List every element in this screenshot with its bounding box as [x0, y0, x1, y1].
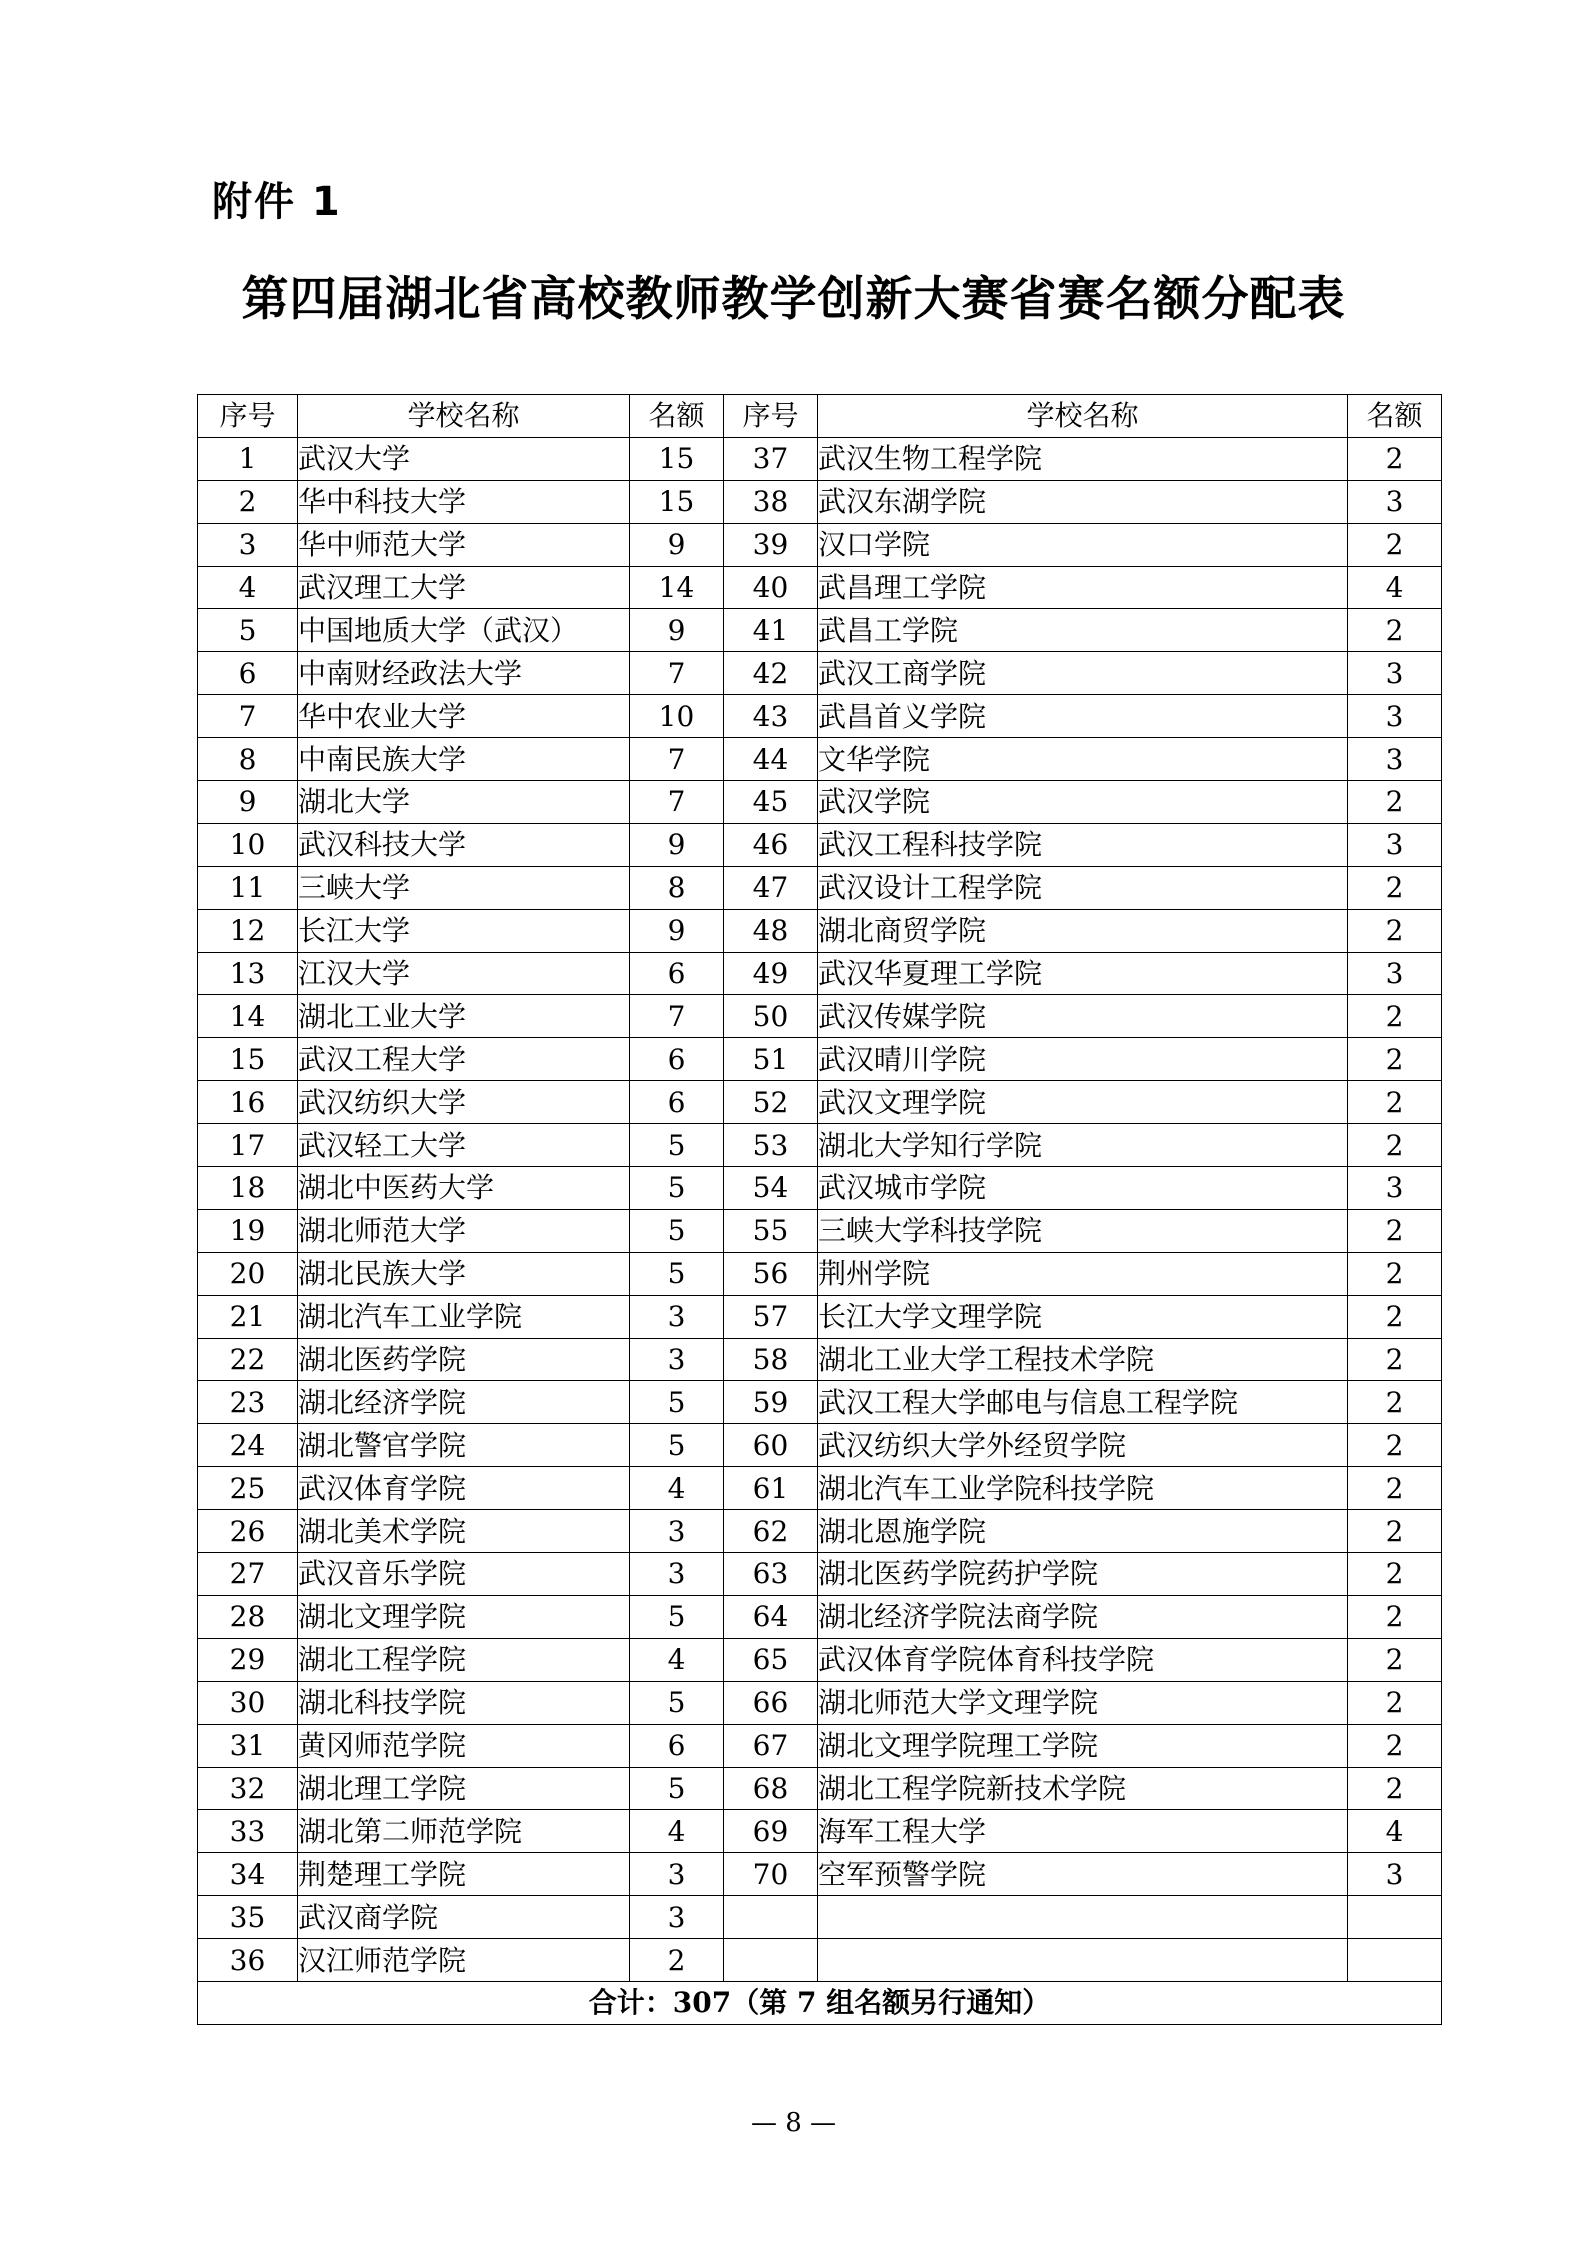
cell-quota: 5: [630, 1681, 724, 1724]
cell-quota: 4: [630, 1638, 724, 1681]
cell-quota: 2: [1348, 1381, 1442, 1424]
cell-quota: 3: [1348, 952, 1442, 995]
cell-no: 23: [198, 1381, 298, 1424]
table-row: [198, 909, 1442, 952]
header-quota: 名额: [1348, 395, 1442, 438]
cell-school: 中南民族大学: [298, 738, 630, 781]
table-row: [198, 1724, 1442, 1767]
cell-quota: 15: [630, 437, 724, 480]
table-row: [198, 952, 1442, 995]
cell-quota: 2: [1348, 1424, 1442, 1467]
cell-quota: 2: [1348, 1209, 1442, 1252]
cell-quota: 2: [1348, 1724, 1442, 1767]
cell-quota: 9: [630, 909, 724, 952]
cell-school: 武昌工学院: [818, 609, 1348, 652]
cell-quota: 2: [1348, 1595, 1442, 1638]
table-row: [198, 1681, 1442, 1724]
cell-no: 52: [724, 1081, 818, 1124]
table-row: [198, 1853, 1442, 1896]
cell-quota: 3: [1348, 695, 1442, 738]
cell-quota: 14: [630, 566, 724, 609]
cell-quota: 5: [630, 1595, 724, 1638]
cell-school: 华中农业大学: [298, 695, 630, 738]
table-row: [198, 823, 1442, 866]
table-row: [198, 1553, 1442, 1596]
cell-school: 武汉体育学院体育科技学院: [818, 1638, 1348, 1681]
cell-school: 湖北师范大学文理学院: [818, 1681, 1348, 1724]
cell-no: 25: [198, 1467, 298, 1510]
cell-quota: 3: [1348, 738, 1442, 781]
cell-no: 60: [724, 1424, 818, 1467]
total-row: [198, 1981, 1442, 2024]
cell-school: 武汉商学院: [298, 1896, 630, 1939]
table-header-row: [198, 395, 1442, 438]
cell-school: 湖北商贸学院: [818, 909, 1348, 952]
table-row: [198, 738, 1442, 781]
cell-school: 武汉理工大学: [298, 566, 630, 609]
table-row: [198, 1638, 1442, 1681]
cell-quota: 3: [630, 1853, 724, 1896]
cell-no: 24: [198, 1424, 298, 1467]
cell-no: 15: [198, 1038, 298, 1081]
table-row: [198, 480, 1442, 523]
cell-school: 湖北经济学院: [298, 1381, 630, 1424]
cell-school: 武汉工程科技学院: [818, 823, 1348, 866]
page-title: 第四届湖北省高校教师教学创新大赛省赛名额分配表: [241, 272, 1346, 327]
table-row: [198, 866, 1442, 909]
cell-quota: 2: [1348, 1767, 1442, 1810]
cell-no: 26: [198, 1510, 298, 1553]
cell-school: 湖北大学: [298, 781, 630, 824]
cell-no: 59: [724, 1381, 818, 1424]
cell-quota: 2: [1348, 1252, 1442, 1295]
cell-school: 荆楚理工学院: [298, 1853, 630, 1896]
cell-school: 武汉晴川学院: [818, 1038, 1348, 1081]
cell-school: 湖北民族大学: [298, 1252, 630, 1295]
cell-no: 13: [198, 952, 298, 995]
cell-no: 64: [724, 1595, 818, 1638]
cell-no: 27: [198, 1553, 298, 1596]
cell-school: 华中师范大学: [298, 523, 630, 566]
cell-school: 湖北工程学院: [298, 1638, 630, 1681]
cell-quota: 9: [630, 609, 724, 652]
cell-school: 三峡大学: [298, 866, 630, 909]
cell-no: 50: [724, 995, 818, 1038]
cell-school: 文华学院: [818, 738, 1348, 781]
cell-quota: 6: [630, 952, 724, 995]
cell-no: 6: [198, 652, 298, 695]
table-row: [198, 1381, 1442, 1424]
cell-quota: 7: [630, 781, 724, 824]
cell-school: 武汉纺织大学外经贸学院: [818, 1424, 1348, 1467]
cell-school: 长江大学文理学院: [818, 1295, 1348, 1338]
table-row: [198, 1081, 1442, 1124]
cell-no: [724, 1896, 818, 1939]
cell-no: 22: [198, 1338, 298, 1381]
cell-quota: 4: [1348, 1810, 1442, 1853]
cell-quota: 9: [630, 523, 724, 566]
cell-no: 38: [724, 480, 818, 523]
cell-no: 41: [724, 609, 818, 652]
cell-school: 武汉轻工大学: [298, 1124, 630, 1167]
cell-no: 46: [724, 823, 818, 866]
cell-quota: 5: [630, 1424, 724, 1467]
cell-no: 28: [198, 1595, 298, 1638]
cell-no: 30: [198, 1681, 298, 1724]
table-row: [198, 1338, 1442, 1381]
cell-school: 湖北大学知行学院: [818, 1124, 1348, 1167]
cell-quota: 2: [1348, 1553, 1442, 1596]
cell-no: 54: [724, 1167, 818, 1210]
cell-quota: 2: [1348, 1038, 1442, 1081]
cell-school: 江汉大学: [298, 952, 630, 995]
cell-no: 14: [198, 995, 298, 1038]
cell-no: 12: [198, 909, 298, 952]
cell-school: 武汉体育学院: [298, 1467, 630, 1510]
cell-no: 9: [198, 781, 298, 824]
table-row: [198, 566, 1442, 609]
cell-school: 湖北美术学院: [298, 1510, 630, 1553]
cell-school: 武汉华夏理工学院: [818, 952, 1348, 995]
cell-school: 武汉传媒学院: [818, 995, 1348, 1038]
cell-no: 31: [198, 1724, 298, 1767]
cell-quota: 2: [1348, 1124, 1442, 1167]
cell-no: 70: [724, 1853, 818, 1896]
cell-no: 19: [198, 1209, 298, 1252]
table-row: [198, 1424, 1442, 1467]
cell-quota: 3: [630, 1896, 724, 1939]
cell-no: 33: [198, 1810, 298, 1853]
cell-school: 武汉生物工程学院: [818, 437, 1348, 480]
cell-quota: 10: [630, 695, 724, 738]
cell-quota: 5: [630, 1767, 724, 1810]
cell-no: 49: [724, 952, 818, 995]
table-row: [198, 1252, 1442, 1295]
cell-school: 武汉科技大学: [298, 823, 630, 866]
cell-no: 1: [198, 437, 298, 480]
cell-quota: 9: [630, 823, 724, 866]
table-row: [198, 1467, 1442, 1510]
cell-school: 黄冈师范学院: [298, 1724, 630, 1767]
cell-quota: 3: [630, 1295, 724, 1338]
cell-quota: [1348, 1939, 1442, 1982]
cell-no: 45: [724, 781, 818, 824]
cell-quota: 3: [1348, 1167, 1442, 1210]
cell-school: 汉口学院: [818, 523, 1348, 566]
cell-school: 武汉纺织大学: [298, 1081, 630, 1124]
cell-no: 48: [724, 909, 818, 952]
cell-no: 47: [724, 866, 818, 909]
cell-quota: 2: [1348, 1510, 1442, 1553]
cell-quota: 2: [1348, 1681, 1442, 1724]
cell-no: 11: [198, 866, 298, 909]
total-cell: 合计：307（第 7 组名额另行通知）: [198, 1981, 1442, 2024]
cell-no: 44: [724, 738, 818, 781]
cell-school: 湖北中医药大学: [298, 1167, 630, 1210]
cell-quota: 3: [630, 1553, 724, 1596]
cell-no: 57: [724, 1295, 818, 1338]
cell-school: 湖北科技学院: [298, 1681, 630, 1724]
cell-school: 武汉城市学院: [818, 1167, 1348, 1210]
cell-school: 武汉大学: [298, 437, 630, 480]
cell-quota: 5: [630, 1252, 724, 1295]
cell-no: 40: [724, 566, 818, 609]
cell-no: 63: [724, 1553, 818, 1596]
table-row: [198, 1896, 1442, 1939]
cell-no: 67: [724, 1724, 818, 1767]
cell-quota: 3: [1348, 652, 1442, 695]
table-row: [198, 1167, 1442, 1210]
cell-quota: 2: [1348, 1638, 1442, 1681]
attachment-label: 附件 1: [212, 179, 342, 225]
cell-school: 湖北经济学院法商学院: [818, 1595, 1348, 1638]
cell-quota: 5: [630, 1124, 724, 1167]
cell-school: 三峡大学科技学院: [818, 1209, 1348, 1252]
header-school: 学校名称: [818, 395, 1348, 438]
cell-quota: 2: [1348, 909, 1442, 952]
cell-no: 69: [724, 1810, 818, 1853]
cell-school: [818, 1939, 1348, 1982]
cell-school: 武汉学院: [818, 781, 1348, 824]
cell-no: 58: [724, 1338, 818, 1381]
table-row: [198, 437, 1442, 480]
cell-quota: 6: [630, 1081, 724, 1124]
cell-no: 36: [198, 1939, 298, 1982]
table-row: [198, 1038, 1442, 1081]
table-row: [198, 1124, 1442, 1167]
cell-school: 武昌理工学院: [818, 566, 1348, 609]
page-number: — 8 —: [750, 2108, 837, 2138]
cell-no: 42: [724, 652, 818, 695]
cell-school: 空军预警学院: [818, 1853, 1348, 1896]
header-no: 序号: [724, 395, 818, 438]
cell-no: 56: [724, 1252, 818, 1295]
cell-quota: 6: [630, 1724, 724, 1767]
cell-school: 海军工程大学: [818, 1810, 1348, 1853]
cell-no: 55: [724, 1209, 818, 1252]
table-row: [198, 1295, 1442, 1338]
cell-no: 4: [198, 566, 298, 609]
cell-school: 湖北理工学院: [298, 1767, 630, 1810]
cell-school: 湖北工程学院新技术学院: [818, 1767, 1348, 1810]
cell-school: 湖北文理学院理工学院: [818, 1724, 1348, 1767]
table-row: [198, 695, 1442, 738]
cell-no: 16: [198, 1081, 298, 1124]
cell-quota: 2: [1348, 995, 1442, 1038]
cell-quota: 3: [1348, 823, 1442, 866]
table-row: [198, 1595, 1442, 1638]
cell-no: 35: [198, 1896, 298, 1939]
cell-school: 湖北警官学院: [298, 1424, 630, 1467]
cell-school: [818, 1896, 1348, 1939]
cell-school: 武汉工程大学: [298, 1038, 630, 1081]
cell-no: 32: [198, 1767, 298, 1810]
cell-quota: 2: [1348, 866, 1442, 909]
table-row: [198, 523, 1442, 566]
cell-quota: 15: [630, 480, 724, 523]
cell-quota: 5: [630, 1381, 724, 1424]
cell-quota: 3: [630, 1510, 724, 1553]
cell-no: 10: [198, 823, 298, 866]
cell-school: 荆州学院: [818, 1252, 1348, 1295]
cell-no: 43: [724, 695, 818, 738]
cell-quota: 2: [1348, 437, 1442, 480]
cell-quota: 4: [630, 1810, 724, 1853]
cell-school: 长江大学: [298, 909, 630, 952]
cell-no: 65: [724, 1638, 818, 1681]
table-row: [198, 1209, 1442, 1252]
cell-school: 湖北医药学院: [298, 1338, 630, 1381]
cell-school: 武汉东湖学院: [818, 480, 1348, 523]
cell-quota: 7: [630, 995, 724, 1038]
cell-quota: 6: [630, 1038, 724, 1081]
cell-school: 湖北第二师范学院: [298, 1810, 630, 1853]
cell-no: 20: [198, 1252, 298, 1295]
header-no: 序号: [198, 395, 298, 438]
cell-no: 61: [724, 1467, 818, 1510]
cell-quota: 3: [1348, 480, 1442, 523]
table-row: [198, 1767, 1442, 1810]
cell-school: 湖北工业大学工程技术学院: [818, 1338, 1348, 1381]
cell-no: 51: [724, 1038, 818, 1081]
cell-quota: 3: [630, 1338, 724, 1381]
cell-no: 18: [198, 1167, 298, 1210]
cell-no: 53: [724, 1124, 818, 1167]
cell-quota: 4: [630, 1467, 724, 1510]
table-row: [198, 1939, 1442, 1982]
table-row: [198, 781, 1442, 824]
cell-quota: 2: [1348, 1467, 1442, 1510]
cell-no: 37: [724, 437, 818, 480]
cell-no: 2: [198, 480, 298, 523]
cell-school: 武汉音乐学院: [298, 1553, 630, 1596]
cell-school: 湖北汽车工业学院科技学院: [818, 1467, 1348, 1510]
cell-no: 39: [724, 523, 818, 566]
cell-school: 武汉工商学院: [818, 652, 1348, 695]
cell-school: 汉江师范学院: [298, 1939, 630, 1982]
cell-quota: 3: [1348, 1853, 1442, 1896]
cell-no: 17: [198, 1124, 298, 1167]
cell-quota: 2: [1348, 1338, 1442, 1381]
cell-school: 武汉设计工程学院: [818, 866, 1348, 909]
cell-no: [724, 1939, 818, 1982]
quota-table: [197, 394, 1442, 2025]
header-school: 学校名称: [298, 395, 630, 438]
cell-quota: 2: [1348, 609, 1442, 652]
header-quota: 名额: [630, 395, 724, 438]
cell-school: 湖北汽车工业学院: [298, 1295, 630, 1338]
cell-quota: 4: [1348, 566, 1442, 609]
cell-no: 7: [198, 695, 298, 738]
table-row: [198, 609, 1442, 652]
cell-quota: 7: [630, 738, 724, 781]
cell-no: 3: [198, 523, 298, 566]
cell-school: 湖北工业大学: [298, 995, 630, 1038]
cell-no: 29: [198, 1638, 298, 1681]
cell-quota: 8: [630, 866, 724, 909]
cell-quota: 2: [630, 1939, 724, 1982]
cell-quota: 5: [630, 1167, 724, 1210]
cell-quota: 2: [1348, 1081, 1442, 1124]
cell-no: 34: [198, 1853, 298, 1896]
table-row: [198, 995, 1442, 1038]
cell-school: 华中科技大学: [298, 480, 630, 523]
cell-no: 66: [724, 1681, 818, 1724]
cell-no: 68: [724, 1767, 818, 1810]
cell-quota: 7: [630, 652, 724, 695]
table-row: [198, 652, 1442, 695]
cell-school: 武汉文理学院: [818, 1081, 1348, 1124]
cell-school: 湖北医药学院药护学院: [818, 1553, 1348, 1596]
cell-quota: [1348, 1896, 1442, 1939]
cell-school: 武昌首义学院: [818, 695, 1348, 738]
cell-no: 62: [724, 1510, 818, 1553]
table-row: [198, 1810, 1442, 1853]
cell-school: 湖北文理学院: [298, 1595, 630, 1638]
cell-no: 5: [198, 609, 298, 652]
cell-no: 21: [198, 1295, 298, 1338]
cell-no: 8: [198, 738, 298, 781]
cell-school: 湖北恩施学院: [818, 1510, 1348, 1553]
cell-quota: 2: [1348, 523, 1442, 566]
cell-quota: 5: [630, 1209, 724, 1252]
cell-school: 武汉工程大学邮电与信息工程学院: [818, 1381, 1348, 1424]
cell-school: 中南财经政法大学: [298, 652, 630, 695]
cell-school: 湖北师范大学: [298, 1209, 630, 1252]
cell-quota: 2: [1348, 781, 1442, 824]
table-row: [198, 1510, 1442, 1553]
cell-school: 中国地质大学（武汉）: [298, 609, 630, 652]
cell-quota: 2: [1348, 1295, 1442, 1338]
